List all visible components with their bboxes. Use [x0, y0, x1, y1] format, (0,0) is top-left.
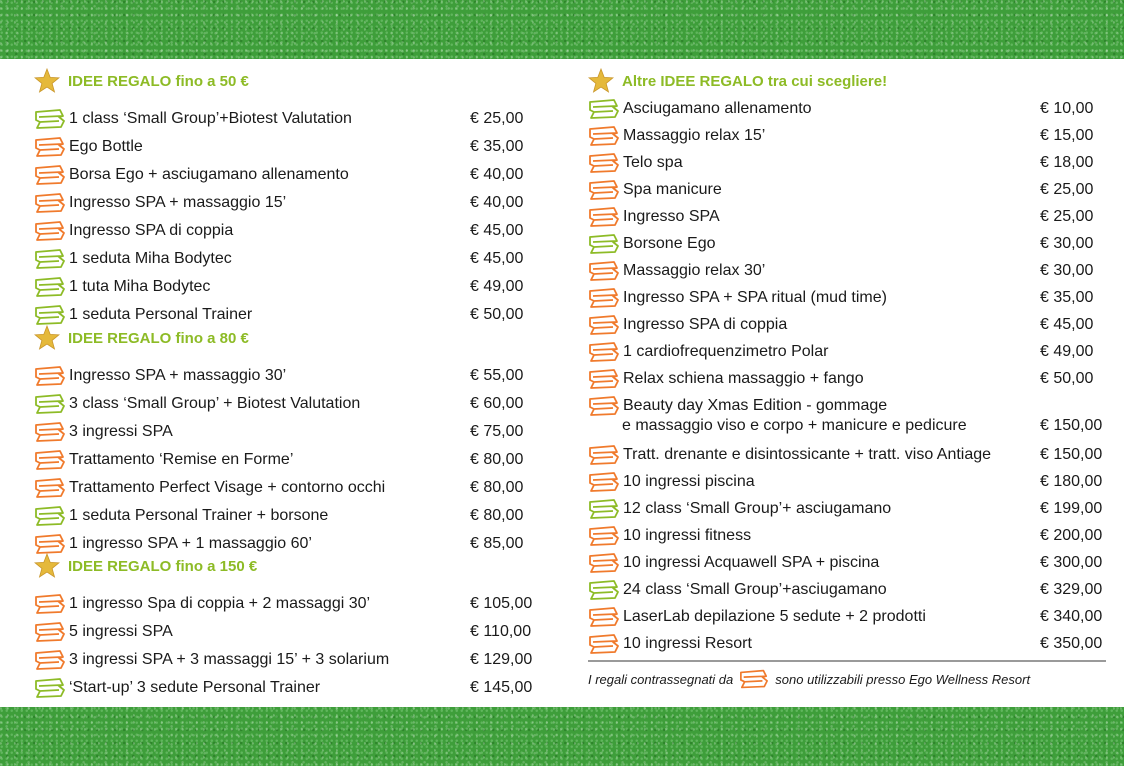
orange-ribbon-tag-icon: [588, 445, 620, 465]
gift-item-label: Tratt. drenante e disintossicante + tratt. viso Antiage: [623, 445, 992, 463]
legend-text-before: I regali contrassegnati da: [588, 671, 734, 687]
gift-item-price: € 10,00: [1040, 100, 1094, 117]
gift-item-label: Trattamento Perfect Visage + contorno occhi: [69, 478, 386, 496]
gift-item-price: € 199,00: [1040, 500, 1103, 517]
gift-item: [34, 390, 360, 417]
green-ribbon-tag-icon: [34, 109, 66, 129]
gift-item: [588, 441, 991, 468]
gift-item-label: 3 ingressi SPA + 3 massaggi 15’ + 3 solarium: [69, 650, 390, 668]
gift-item: [34, 618, 173, 645]
gift-item-price: € 80,00: [470, 479, 524, 496]
gift-item-label: 1 class ‘Small Group’+Biotest Valutation: [69, 109, 352, 127]
gift-item-price: € 35,00: [1040, 289, 1094, 306]
gift-item: [34, 245, 232, 272]
orange-ribbon-tag-icon: [34, 422, 66, 442]
gift-item-price: € 50,00: [470, 306, 524, 323]
gift-item: [588, 495, 891, 522]
gift-item-label: 10 ingressi Acquawell SPA + piscina: [623, 553, 880, 571]
orange-ribbon-tag-icon: [588, 634, 620, 654]
gift-item-label: Massaggio relax 30’: [623, 261, 766, 279]
gift-item: [34, 590, 370, 617]
gift-item: [588, 311, 787, 338]
green-ribbon-tag-icon: [34, 249, 66, 269]
gift-item: [588, 338, 828, 365]
gift-item-label: 1 ingresso SPA + 1 massaggio 60’: [69, 534, 312, 552]
gift-item-price: € 30,00: [1040, 262, 1094, 279]
gift-item-price: € 40,00: [470, 166, 524, 183]
gift-item: [588, 122, 765, 149]
gift-item-price: € 350,00: [1040, 635, 1103, 652]
gift-item-price: € 129,00: [470, 651, 533, 668]
gift-item-price: € 105,00: [470, 595, 533, 612]
orange-ribbon-tag-icon: [588, 472, 620, 492]
green-ribbon-tag-icon: [588, 499, 620, 519]
gift-item-price: € 340,00: [1040, 608, 1103, 625]
section-heading: [34, 553, 257, 579]
green-ribbon-tag-icon: [588, 234, 620, 254]
gift-item: [588, 468, 755, 495]
gift-item-price: € 80,00: [470, 451, 524, 468]
gift-item-label: 1 tuta Miha Bodytec: [69, 277, 211, 295]
legend-text-after: sono utilizzabili presso Ego Wellness Resort: [775, 671, 1031, 687]
gift-item-label: 10 ingressi fitness: [623, 526, 752, 544]
orange-ribbon-tag-icon: [34, 193, 66, 213]
gift-item: [34, 301, 252, 328]
gift-item-price: € 40,00: [470, 194, 524, 211]
gift-item-label: Borsa Ego + asciugamano allenamento: [69, 165, 349, 183]
orange-ribbon-tag-icon: [34, 450, 66, 470]
orange-ribbon-tag-icon: [34, 622, 66, 642]
gold-star-icon: [588, 68, 614, 94]
gift-item-price: € 55,00: [470, 367, 524, 384]
gift-item-label: Asciugamano allenamento: [623, 99, 812, 117]
orange-ribbon-tag-icon: [588, 126, 620, 146]
gift-item-label: 3 class ‘Small Group’ + Biotest Valutation: [69, 394, 361, 412]
gift-item-price: € 50,00: [1040, 370, 1094, 387]
gift-item-label: 1 ingresso Spa di coppia + 2 massaggi 30’: [69, 594, 371, 612]
section-heading: [34, 325, 249, 351]
gift-item-label: 1 cardiofrequenzimetro Polar: [623, 342, 829, 360]
gift-item: [34, 273, 210, 300]
orange-ribbon-tag-icon: [34, 137, 66, 157]
gold-star-icon: [34, 553, 60, 579]
green-ribbon-tag-icon: [34, 678, 66, 698]
gift-item-label: Ingresso SPA + massaggio 30’: [69, 366, 287, 384]
gift-item: [34, 362, 286, 389]
orange-ribbon-tag-icon: [588, 526, 620, 546]
gift-item: [34, 646, 389, 673]
green-ribbon-tag-icon: [588, 580, 620, 600]
orange-ribbon-tag-icon: [588, 369, 620, 389]
gift-item-price: € 85,00: [470, 535, 524, 552]
gift-item-label: 12 class ‘Small Group’+ asciugamano: [623, 499, 892, 517]
gift-item-label: Ingresso SPA: [623, 207, 720, 225]
gift-item-price: € 25,00: [1040, 208, 1094, 225]
gift-item-label: 3 ingressi SPA: [69, 422, 173, 440]
gift-item: [588, 603, 926, 630]
green-ribbon-tag-icon: [34, 394, 66, 414]
orange-ribbon-tag-icon: [34, 594, 66, 614]
orange-ribbon-tag-icon: [588, 261, 620, 281]
orange-ribbon-tag-icon: [588, 315, 620, 335]
gold-star-icon: [34, 325, 60, 351]
gift-item-label: Beauty day Xmas Edition - gommage: [623, 396, 888, 414]
orange-ribbon-tag-icon: [34, 478, 66, 498]
gift-item-price: € 110,00: [470, 623, 532, 640]
orange-ribbon-tag-icon: [588, 153, 620, 173]
gift-item-label: Telo spa: [623, 153, 683, 171]
gift-item: [34, 502, 328, 529]
gift-item: [588, 203, 720, 230]
price-list-panel: [0, 59, 1124, 707]
gift-item-price: € 180,00: [1040, 473, 1103, 490]
gift-item-price: € 30,00: [1040, 235, 1094, 252]
gift-item-label: Relax schiena massaggio + fango: [623, 369, 864, 387]
green-ribbon-tag-icon: [588, 99, 620, 119]
section-title: IDEE REGALO fino a 150 €: [68, 557, 258, 575]
gift-item: [588, 549, 879, 576]
gift-item-price: € 15,00: [1040, 127, 1094, 144]
gift-item: [34, 446, 293, 473]
gift-item-price: € 49,00: [1040, 343, 1094, 360]
section-heading: [34, 68, 249, 94]
gift-item: [588, 95, 812, 122]
gift-item-price: € 18,00: [1040, 154, 1094, 171]
gift-item-label: Borsone Ego: [623, 234, 716, 252]
gift-item-price: € 45,00: [470, 222, 524, 239]
gift-item-price: € 25,00: [470, 110, 524, 127]
section-title: IDEE REGALO fino a 80 €: [68, 329, 249, 347]
gift-item-label: 1 seduta Miha Bodytec: [69, 249, 232, 267]
gift-item-price: € 329,00: [1040, 581, 1103, 598]
gift-item-label: LaserLab depilazione 5 sedute + 2 prodotti: [623, 607, 926, 625]
gift-item-price: € 300,00: [1040, 554, 1103, 571]
gift-item-price: € 200,00: [1040, 527, 1103, 544]
gift-item-price: € 80,00: [470, 507, 524, 524]
gift-item-label: 10 ingressi Resort: [623, 634, 752, 652]
orange-ribbon-tag-icon: [34, 650, 66, 670]
green-ribbon-tag-icon: [34, 277, 66, 297]
gift-item: [34, 418, 173, 445]
gift-item: [34, 133, 143, 160]
gift-item: [34, 217, 233, 244]
gift-item-price: € 60,00: [470, 395, 524, 412]
orange-ribbon-tag-icon: [34, 221, 66, 241]
gift-item-label-line2: e massaggio viso e corpo + manicure e pedicure: [622, 417, 967, 434]
gift-item: [588, 522, 751, 549]
gift-item-price: € 25,00: [1040, 181, 1094, 198]
orange-ribbon-tag-icon: [588, 288, 620, 308]
gift-item-label: Spa manicure: [623, 180, 722, 198]
gift-item-label: 1 seduta Personal Trainer + borsone: [69, 506, 329, 524]
legend-note: [588, 668, 1030, 690]
section-heading: [588, 68, 887, 94]
orange-ribbon-tag-icon: [739, 669, 769, 689]
gift-item: [588, 284, 887, 311]
gift-item: [34, 189, 286, 216]
gift-item: [588, 365, 864, 392]
orange-ribbon-tag-icon: [588, 607, 620, 627]
orange-ribbon-tag-icon: [588, 396, 620, 416]
green-ribbon-tag-icon: [34, 305, 66, 325]
gift-item-label: Massaggio relax 15’: [623, 126, 766, 144]
gift-item: [588, 176, 722, 203]
gift-item-label: Ingresso SPA + SPA ritual (mud time): [623, 288, 887, 306]
gift-item-label: Ingresso SPA + massaggio 15’: [69, 193, 287, 211]
gift-item-price: € 45,00: [470, 250, 524, 267]
gift-item-label: Trattamento ‘Remise en Forme’: [69, 450, 294, 468]
gift-item-label: 1 seduta Personal Trainer: [69, 305, 253, 323]
orange-ribbon-tag-icon: [588, 180, 620, 200]
gift-item: [34, 474, 385, 501]
gold-star-icon: [34, 68, 60, 94]
gift-item: [588, 257, 765, 284]
gift-item: [588, 230, 716, 257]
orange-ribbon-tag-icon: [588, 553, 620, 573]
gift-item-price: € 49,00: [470, 278, 524, 295]
orange-ribbon-tag-icon: [34, 165, 66, 185]
orange-ribbon-tag-icon: [34, 366, 66, 386]
section-title: IDEE REGALO fino a 50 €: [68, 72, 249, 90]
gift-item-price: € 45,00: [1040, 316, 1094, 333]
gift-item-label: Ingresso SPA di coppia: [623, 315, 788, 333]
gift-item-price: € 145,00: [470, 679, 533, 696]
orange-ribbon-tag-icon: [588, 342, 620, 362]
gift-item: [588, 149, 683, 176]
divider: [588, 660, 1106, 662]
gift-item-label: 5 ingressi SPA: [69, 622, 173, 640]
gift-item-price: € 150,00: [1040, 446, 1103, 463]
gift-item-price: € 35,00: [470, 138, 524, 155]
gift-item: [588, 576, 887, 603]
gift-item-label: 24 class ‘Small Group’+asciugamano: [623, 580, 887, 598]
gift-item: [34, 674, 320, 701]
gift-item-label: ‘Start-up’ 3 sedute Personal Trainer: [69, 678, 321, 696]
green-ribbon-tag-icon: [34, 506, 66, 526]
orange-ribbon-tag-icon: [588, 207, 620, 227]
gift-item: [34, 105, 352, 132]
gift-item-label: Ingresso SPA di coppia: [69, 221, 234, 239]
orange-ribbon-tag-icon: [34, 534, 66, 554]
gift-item-price: € 150,00: [1040, 417, 1103, 434]
gift-item-label: Ego Bottle: [69, 137, 143, 155]
gift-item: [588, 630, 752, 657]
gift-item-label: 10 ingressi piscina: [623, 472, 755, 490]
gift-item-price: € 75,00: [470, 423, 524, 440]
gift-item: [34, 161, 349, 188]
section-title: Altre IDEE REGALO tra cui scegliere!: [622, 72, 888, 90]
